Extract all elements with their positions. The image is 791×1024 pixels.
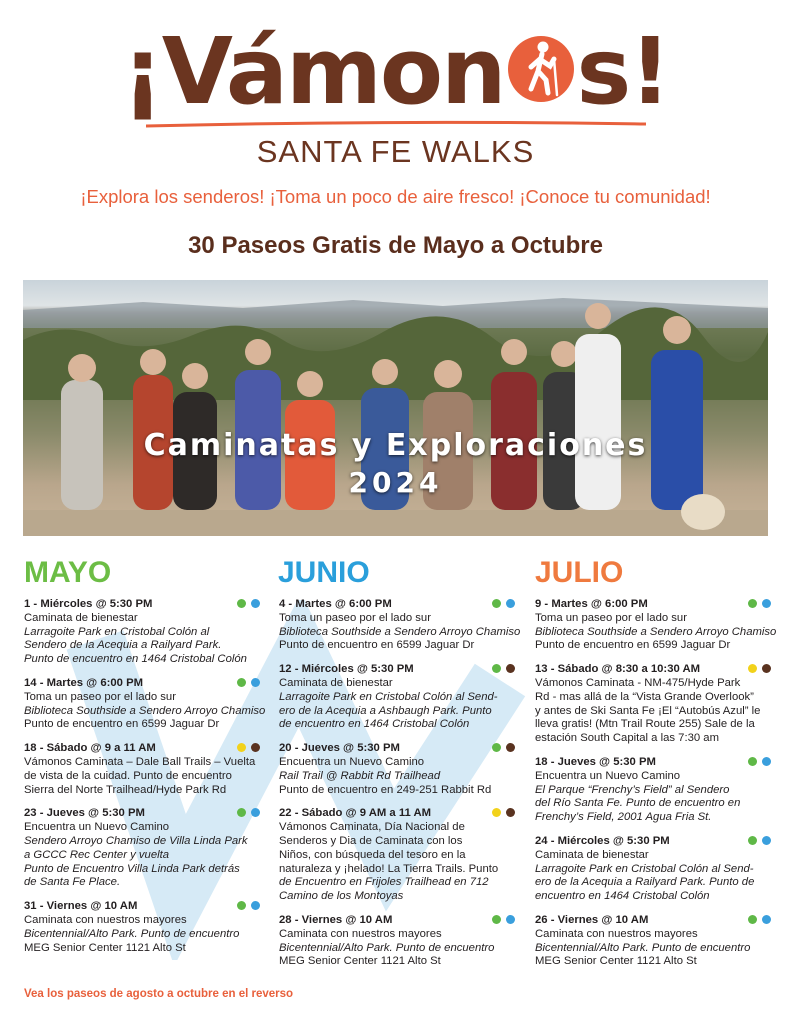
event-detail-line: Larragoite Park en Cristobal Colón al bbox=[24, 625, 210, 638]
footer-note: Vea los paseos de agosto a octubre en el reverso bbox=[24, 988, 294, 1000]
event-category-dots bbox=[232, 808, 260, 822]
event-detail-line: de encuentro en 1464 Cristobal Colón bbox=[279, 718, 470, 731]
event-detail-line: de Santa Fe Place. bbox=[24, 876, 121, 889]
event-detail-line: Bicentennial/Alto Park. Punto de encuentro bbox=[535, 941, 751, 954]
mayo-column bbox=[24, 598, 266, 965]
event-category-dots bbox=[487, 808, 515, 822]
event-category-dots bbox=[487, 664, 515, 678]
event-detail-line: Vámonos Caminata - NM-475/Hyde Park bbox=[535, 676, 741, 689]
event-detail-line: a GCCC Rec Center y vuelta bbox=[24, 848, 170, 861]
event-detail-line: Toma un paseo por el lado sur bbox=[279, 611, 431, 624]
event-item bbox=[535, 756, 771, 825]
event-detail-line: Caminata de bienestar bbox=[279, 676, 393, 689]
event-detail-line: Toma un paseo por el lado sur bbox=[535, 611, 687, 624]
blue-dot-icon bbox=[762, 757, 771, 766]
event-detail-line: ero de la Acequia a Ashbaugh Park. Punto bbox=[279, 704, 492, 717]
green-dot-icon bbox=[492, 664, 501, 673]
event-detail-line: Larragoite Park en Cristobal Colón al Send- bbox=[279, 690, 498, 703]
event-item bbox=[24, 807, 260, 890]
event-detail-line: MEG Senior Center 1121 Alto St bbox=[535, 955, 697, 968]
blue-dot-icon bbox=[762, 836, 771, 845]
event-detail-line: Punto de encuentro en 1464 Cristobal Colón bbox=[24, 653, 247, 666]
event-category-dots bbox=[487, 599, 515, 613]
green-dot-icon bbox=[748, 915, 757, 924]
group-photo bbox=[23, 280, 768, 536]
julio-column bbox=[535, 598, 777, 979]
event-detail-line: encuentro en 1464 Cristobal Colón bbox=[535, 890, 710, 903]
event-date-time: 18 - Jueves @ 5:30 PM bbox=[535, 755, 656, 768]
event-category-dots bbox=[487, 743, 515, 757]
month-heading-mayo: MAYO bbox=[24, 556, 112, 589]
event-detail-line: Biblioteca Southside a Sendero Arroyo Chamiso bbox=[535, 625, 777, 638]
event-detail-line: Punto de encuentro en 6599 Jaguar Dr bbox=[535, 639, 731, 652]
event-detail-line: Caminata con nuestros mayores bbox=[24, 913, 187, 926]
blue-dot-icon bbox=[251, 678, 260, 687]
event-detail-line: Punto de encuentro en 249-251 Rabbit Rd bbox=[279, 783, 492, 796]
green-dot-icon bbox=[492, 915, 501, 924]
event-item bbox=[535, 835, 771, 904]
event-detail-line: Encuentra un Nuevo Camino bbox=[24, 821, 170, 834]
event-detail-line: y antes de Ski Santa Fe ¡El “Autobús Azul” le bbox=[535, 704, 761, 717]
green-dot-icon bbox=[237, 678, 246, 687]
event-detail-line: Encuentra un Nuevo Camino bbox=[535, 769, 681, 782]
event-date-time: 18 - Sábado @ 9 a 11 AM bbox=[24, 742, 156, 755]
logo bbox=[0, 18, 791, 125]
event-item bbox=[279, 663, 515, 732]
event-date-time: 26 - Viernes @ 10 AM bbox=[535, 913, 649, 926]
event-item bbox=[535, 598, 777, 653]
event-detail-line: MEG Senior Center 1121 Alto St bbox=[279, 955, 441, 968]
event-detail-line: naturaleza y ¡helado! La Tierra Trails. Punto bbox=[279, 862, 499, 875]
brand-subtitle: SANTA FE WALKS bbox=[256, 134, 535, 169]
event-detail-line: Rd - mas allá de la “Vista Grande Overlook” bbox=[535, 690, 754, 703]
event-date-time: 4 - Martes @ 6:00 PM bbox=[279, 598, 392, 610]
event-date-time: 1 - Miércoles @ 5:30 PM bbox=[24, 598, 153, 610]
event-detail-line: Caminata de bienestar bbox=[24, 611, 138, 624]
event-detail-line: El Parque “Frenchy’s Field” al Sendero bbox=[535, 783, 730, 796]
logo-text-prefix: ¡Vámon bbox=[121, 18, 505, 125]
green-dot-icon bbox=[748, 757, 757, 766]
event-category-dots bbox=[743, 915, 771, 929]
logo-text-suffix: s! bbox=[576, 18, 670, 125]
event-detail-line: Sendero de la Acequia a Railyard Park. bbox=[24, 639, 222, 652]
green-dot-icon bbox=[492, 743, 501, 752]
event-item bbox=[24, 742, 260, 797]
darkbrown-dot-icon bbox=[251, 743, 260, 752]
event-category-dots bbox=[232, 678, 260, 692]
event-detail-line: Caminata con nuestros mayores bbox=[279, 927, 442, 940]
event-detail-line: Bicentennial/Alto Park. Punto de encuentro bbox=[24, 927, 240, 940]
event-detail-line: Camino de los Montoyas bbox=[279, 890, 404, 903]
yellow-dot-icon bbox=[492, 808, 501, 817]
event-category-dots bbox=[232, 901, 260, 915]
green-dot-icon bbox=[237, 901, 246, 910]
tagline: ¡Explora los senderos! ¡Toma un poco de aire fresco! ¡Conoce tu comunidad! bbox=[80, 186, 711, 207]
darkbrown-dot-icon bbox=[762, 664, 771, 673]
blue-dot-icon bbox=[251, 808, 260, 817]
event-detail-line: Biblioteca Southside a Sendero Arroyo Chamiso bbox=[279, 625, 521, 638]
green-dot-icon bbox=[748, 836, 757, 845]
event-date-time: 23 - Jueves @ 5:30 PM bbox=[24, 807, 145, 820]
event-detail-line: MEG Senior Center 1121 Alto St bbox=[24, 941, 186, 954]
month-heading-junio: JUNIO bbox=[278, 556, 370, 589]
green-dot-icon bbox=[237, 599, 246, 608]
darkbrown-dot-icon bbox=[506, 743, 515, 752]
darkbrown-dot-icon bbox=[506, 664, 515, 673]
event-detail-line: Niños, con búsqueda del tesoro en la bbox=[279, 848, 466, 861]
event-date-time: 14 - Martes @ 6:00 PM bbox=[24, 676, 144, 689]
blue-dot-icon bbox=[506, 599, 515, 608]
event-category-dots bbox=[743, 836, 771, 850]
month-heading-julio: JULIO bbox=[535, 556, 624, 589]
event-category-dots bbox=[232, 599, 260, 613]
event-date-time: 31 - Viernes @ 10 AM bbox=[24, 900, 138, 913]
event-category-dots bbox=[743, 664, 771, 678]
event-item bbox=[24, 676, 266, 732]
junio-column bbox=[279, 598, 521, 979]
photo-title: Caminatas y Exploraciones bbox=[143, 428, 648, 463]
event-detail-line: estación South Capital a las 7:30 am bbox=[535, 732, 719, 745]
event-date-time: 24 - Miércoles @ 5:30 PM bbox=[535, 834, 670, 847]
event-detail-line: lleva gratis! (Mtn Trail Route 255) Sale de la bbox=[535, 718, 755, 731]
green-dot-icon bbox=[492, 599, 501, 608]
event-detail-line: Rail Trail @ Rabbit Rd Trailhead bbox=[279, 769, 441, 782]
logo-swoosh bbox=[146, 118, 646, 130]
event-category-dots bbox=[487, 915, 515, 929]
event-detail-line: del Río Santa Fe. Punto de encuentro en bbox=[535, 797, 741, 810]
yellow-dot-icon bbox=[748, 664, 757, 673]
event-category-dots bbox=[743, 757, 771, 771]
event-detail-line: Caminata con nuestros mayores bbox=[535, 927, 698, 940]
blue-dot-icon bbox=[762, 915, 771, 924]
event-detail-line: Punto de Encuentro Villa Linda Park detrás bbox=[24, 862, 240, 875]
green-dot-icon bbox=[237, 808, 246, 817]
event-item bbox=[24, 598, 260, 667]
event-item bbox=[279, 807, 515, 904]
event-item bbox=[279, 598, 521, 653]
event-detail-line: Vámonos Caminata – Dale Ball Trails – Vuelta bbox=[24, 755, 256, 768]
event-detail-line: Encuentra un Nuevo Camino bbox=[279, 755, 425, 768]
event-detail-line: Vámonos Caminata, Día Nacional de bbox=[279, 821, 465, 834]
blue-dot-icon bbox=[762, 599, 771, 608]
event-detail-line: Punto de encuentro en 6599 Jaguar Dr bbox=[279, 639, 475, 652]
event-detail-line: Frenchy’s Field, 2001 Agua Fria St. bbox=[535, 811, 712, 824]
event-detail-line: Punto de encuentro en 6599 Jaguar Dr bbox=[24, 718, 220, 731]
headline: 30 Paseos Gratis de Mayo a Octubre bbox=[188, 232, 603, 259]
event-date-time: 12 - Miércoles @ 5:30 PM bbox=[279, 663, 414, 676]
event-item bbox=[24, 900, 260, 955]
event-category-dots bbox=[743, 599, 771, 613]
green-dot-icon bbox=[748, 599, 757, 608]
yellow-dot-icon bbox=[237, 743, 246, 752]
darkbrown-dot-icon bbox=[506, 808, 515, 817]
blue-dot-icon bbox=[506, 915, 515, 924]
event-item bbox=[279, 742, 515, 797]
blue-dot-icon bbox=[251, 901, 260, 910]
photo-year: 2024 bbox=[348, 466, 443, 499]
event-detail-line: Senderos y Dia de Caminata con los bbox=[279, 834, 463, 847]
event-detail-line: Sendero Arroyo Chamiso de Villa Linda Park bbox=[24, 834, 248, 847]
event-date-time: 28 - Viernes @ 10 AM bbox=[279, 913, 393, 926]
event-item bbox=[535, 914, 771, 969]
blue-dot-icon bbox=[251, 599, 260, 608]
walker-icon bbox=[505, 24, 577, 96]
event-item bbox=[279, 914, 515, 969]
event-detail-line: Bicentennial/Alto Park. Punto de encuentro bbox=[279, 941, 495, 954]
event-item bbox=[535, 663, 771, 746]
event-date-time: 22 - Sábado @ 9 AM a 11 AM bbox=[279, 807, 432, 820]
event-date-time: 9 - Martes @ 6:00 PM bbox=[535, 598, 648, 610]
event-category-dots bbox=[232, 743, 260, 757]
event-detail-line: Biblioteca Southside a Sendero Arroyo Chamiso bbox=[24, 704, 266, 717]
event-date-time: 20 - Jueves @ 5:30 PM bbox=[279, 742, 400, 755]
event-detail-line: ero de la Acequia a Railyard Park. Punto de bbox=[535, 876, 755, 889]
event-detail-line: Sierra del Norte Trailhead/Hyde Park Rd bbox=[24, 783, 227, 796]
event-detail-line: Caminata de bienestar bbox=[535, 848, 649, 861]
event-date-time: 13 - Sábado @ 8:30 a 10:30 AM bbox=[535, 663, 701, 676]
event-detail-line: Larragoite Park en Cristobal Colón al Send- bbox=[535, 862, 754, 875]
event-detail-line: de Encuentro en Frijoles Trailhead en 712 bbox=[279, 876, 489, 889]
event-detail-line: de vista de la cuidad. Punto de encuentro bbox=[24, 769, 232, 782]
event-detail-line: Toma un paseo por el lado sur bbox=[24, 690, 176, 703]
